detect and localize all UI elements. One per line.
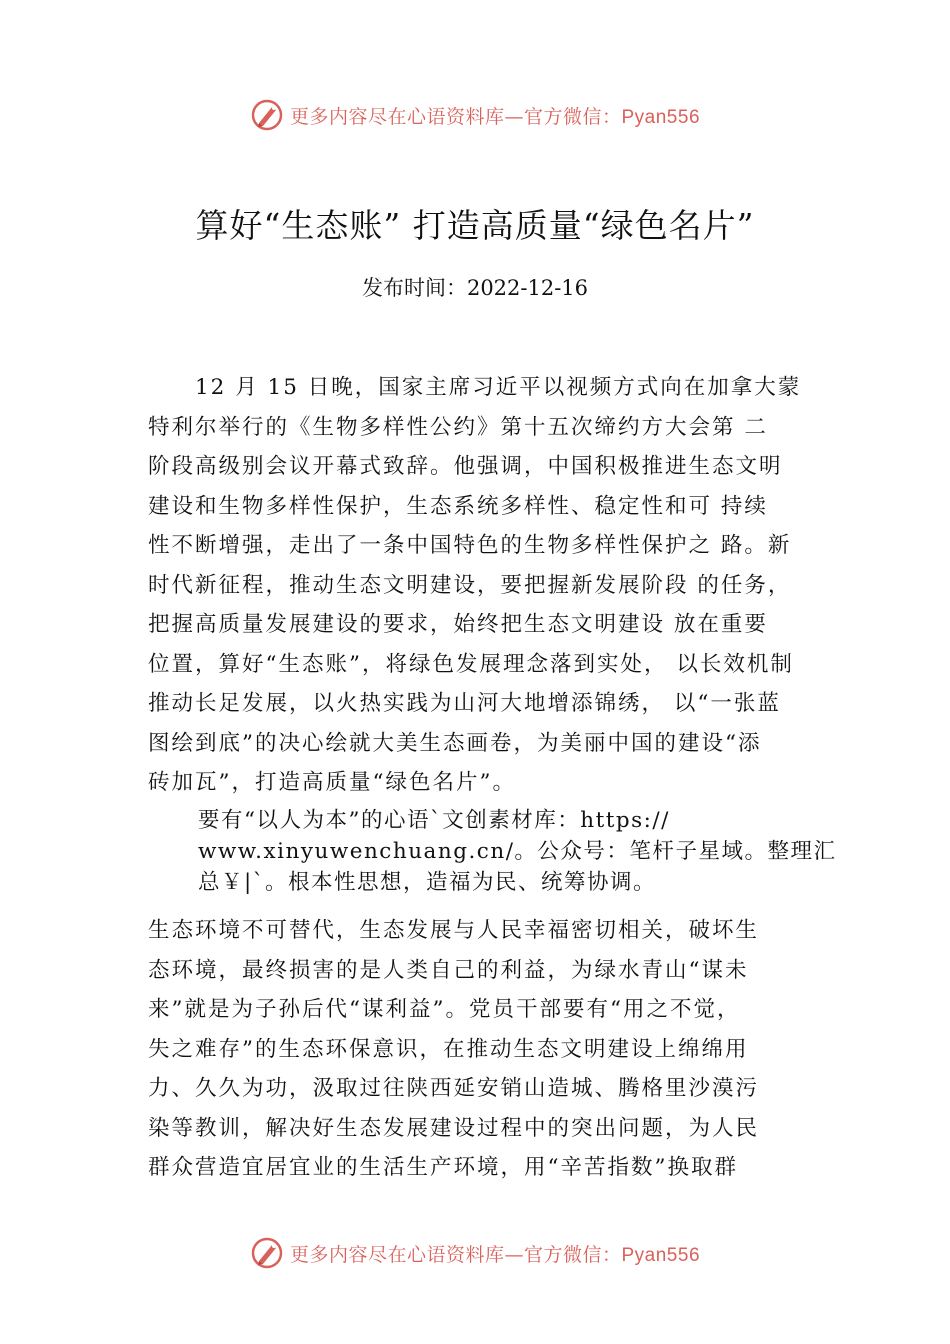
- text-line: 要有“以人为本”的心语`文创素材库：https://: [198, 808, 670, 833]
- publish-time: 发布时间：2022-12-16: [361, 276, 589, 300]
- text-line: 图绘到底”的决心绘就大美生态画卷，为美丽中国的建设“添: [148, 730, 762, 756]
- text-line: 时代新征程，推动生态文明建设，要把握新发展阶段 的任务，: [148, 572, 792, 598]
- text-line: 力、久久为功，汲取过往陕西延安销山造城、腾格里沙漠污: [148, 1076, 760, 1101]
- header-banner: [0, 95, 950, 135]
- pen-logo-icon: [250, 1236, 284, 1270]
- banner-text: [290, 1240, 700, 1267]
- paragraph-2: [198, 805, 836, 898]
- text-line: 染等教训，解决好生态发展建设过程中的突出问题，为人民: [148, 1115, 760, 1141]
- paragraph-1: [148, 368, 801, 803]
- text-line: 生态环境不可替代，生态发展与人民幸福密切相关，破坏生: [148, 918, 760, 943]
- article-title: 算好“生态账” 打造高质量“绿色名片”: [195, 206, 755, 245]
- text-line: 特利尔举行的《生物多样性公约》第十五次缔约方大会第 二: [148, 414, 768, 440]
- text-line: 总￥|`。根本性思想，造福为民、统筹协调。: [198, 870, 656, 895]
- text-line: 群众营造宜居宜业的生活生产环境，用“辛苦指数”换取群: [148, 1155, 738, 1180]
- banner-text: [290, 102, 700, 129]
- text-line: 性不断增强，走出了一条中国特色的生物多样性保护之 路。新: [148, 533, 792, 558]
- text-line: 把握高质量发展建设的要求，始终把生态文明建设 放在重要: [148, 612, 768, 637]
- paragraph-3: [148, 911, 759, 1188]
- text-line: 阶段高级别会议开幕式致辞。他强调，中国积极推进生态文明: [148, 454, 783, 479]
- pen-logo-icon: [250, 98, 284, 132]
- text-line: www.xinyuwenchuang.cn/。公众号：笔杆子星域。整理汇: [198, 839, 837, 864]
- text-line: 来”就是为子孙后代“谋利益”。党员干部要有“用之不觉，: [148, 997, 741, 1022]
- wechat-id: Pyan556: [621, 106, 701, 128]
- text-line: 失之难存”的生态环保意识，在推动生态文明建设上绵绵用: [148, 1036, 749, 1062]
- text-line: 12 月 15 日晚，国家主席习近平以视频方式向在加拿大蒙: [148, 375, 802, 400]
- footer-banner: [0, 1233, 950, 1273]
- text-line: 砖加瓦”，打造高质量“绿色名片”。: [148, 770, 516, 795]
- banner-text-cn: 更多内容尽在心语资料库—官方微信：: [289, 1243, 622, 1266]
- text-line: 建设和生物多样性保护，生态系统多样性、稳定性和可 持续: [148, 493, 768, 519]
- text-line: 位置，算好“生态账”，将绿色发展理念落到实处， 以长效机制: [148, 651, 794, 677]
- banner-text-cn: 更多内容尽在心语资料库—官方微信：: [289, 105, 622, 128]
- text-line: 态环境，最终损害的是人类自己的利益，为绿水青山“谋未: [148, 957, 749, 983]
- wechat-id: Pyan556: [621, 1244, 701, 1266]
- text-line: 推动长足发展，以火热实践为山河大地增添锦绣， 以“一张蓝: [148, 691, 781, 716]
